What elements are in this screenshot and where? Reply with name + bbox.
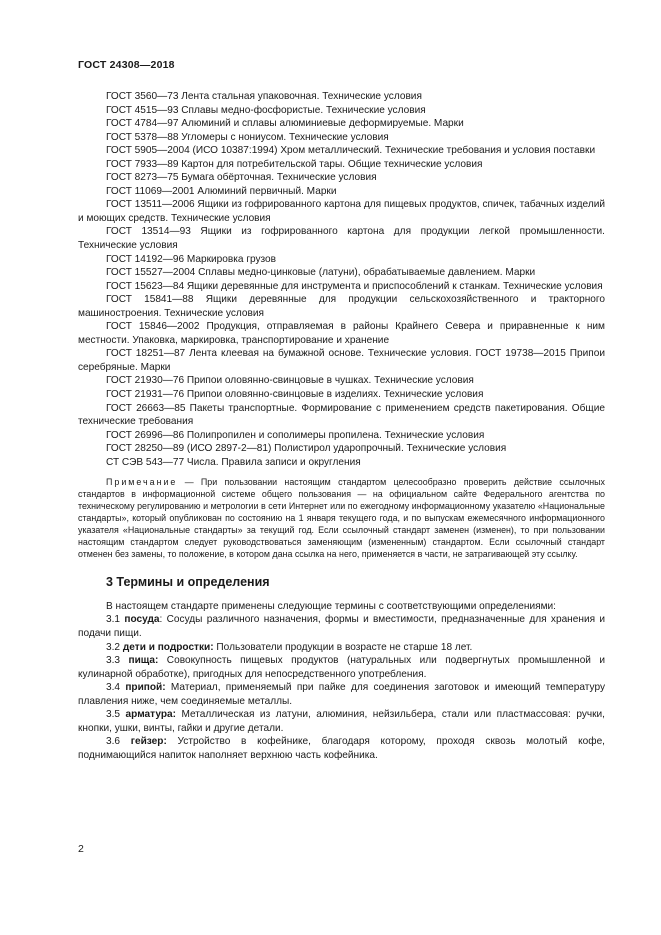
term-text: Совокупность пищевых продуктов (натуральных или подвергнутых промышленной и кулинарной обработке), пригодных для непосредственного употребления. (78, 655, 606, 680)
reference-item: ГОСТ 5905—2004 (ИСО 10387:1994) Хром металлический. Технические требования и условия поставки (106, 145, 596, 157)
reference-item: ГОСТ 4784—97 Алюминий и сплавы алюминиевые деформируемые. Марки (106, 118, 464, 130)
term-number: 3.1 (106, 614, 121, 626)
note-label: Примечание (106, 477, 178, 488)
reference-item: ГОСТ 15841—88 Ящики деревянные для продукции сельскохозяйственного и тракторного машиностроения. Технические условия (78, 294, 605, 319)
reference-item: ГОСТ 26996—86 Полипропилен и сополимеры пропилена. Технические условия (106, 429, 485, 441)
term-definition (78, 654, 605, 681)
reference-item: ГОСТ 15846—2002 Продукция, отправляемая в районы Крайнего Севера и приравненные к ним местности. Упаковка, маркировка, транспортирование и хранение (78, 321, 605, 346)
term-word: гейзер: (130, 736, 167, 748)
term-number: 3.3 (106, 655, 121, 667)
reference-item: ГОСТ 7933—89 Картон для потребительской тары. Общие технические условия (106, 158, 483, 170)
reference-item: ГОСТ 15527—2004 Сплавы медно-цинковые (латуни), обрабатываемые давлением. Марки (106, 267, 536, 279)
section-title: 3 Термины и определения (106, 575, 270, 590)
references-list (78, 90, 605, 469)
reference-item: ГОСТ 26663—85 Пакеты транспортные. Формирование с применением средств пакетирования. Общие технические требования (78, 402, 605, 428)
term-word: арматура: (125, 709, 176, 721)
page-number: 2 (78, 843, 84, 855)
term-definition (78, 681, 605, 708)
reference-item: ГОСТ 5378—88 Угломеры с нониусом. Технические условия (106, 131, 389, 143)
reference-item: ГОСТ 4515—93 Сплавы медно-фосфористые. Технические условия (106, 104, 426, 116)
note-paragraph (78, 476, 605, 560)
term-number: 3.2 (106, 641, 121, 653)
term-word: пища: (128, 655, 159, 667)
term-text: Металлическая из латуни, алюминия, нейзильбера, стали или пластмассовая: ручки, кнопки, ушки, винты, гайки и другие детали. (78, 709, 605, 734)
reference-item: ГОСТ 14192—96 Маркировка грузов (106, 253, 277, 265)
term-number: 3.4 (106, 682, 121, 694)
reference-item: ГОСТ 21930—76 Припои оловянно-свинцовые в чушках. Технические условия (106, 375, 474, 387)
page-content (78, 90, 605, 762)
term-word: дети и подростки: (122, 641, 214, 653)
page-header: ГОСТ 24308—2018 (78, 59, 175, 71)
term-number: 3.6 (106, 736, 121, 748)
term-definition (78, 735, 605, 762)
term-text: Устройство в кофейнике, благодаря которому, проходя сквозь молотый кофе, поднимающийся напиток наполняет верхнюю часть кофейника. (78, 736, 605, 761)
term-text: Материал, применяемый при пайке для соединения заготовок и имеющий температуру плавления ниже, чем соединяемые металлы. (78, 682, 605, 707)
term-word: посуда (124, 614, 160, 626)
section-intro: В настоящем стандарте применены следующие термины с соответствующими определениями: (106, 600, 556, 612)
term-word: припой: (125, 682, 166, 694)
term-definition (78, 641, 605, 655)
reference-item: ГОСТ 8273—75 Бумага обёрточная. Технические условия (106, 172, 377, 184)
reference-item: ГОСТ 21931—76 Припои оловянно-свинцовые в изделиях. Технические условия (106, 389, 484, 401)
term-definition (78, 613, 605, 640)
reference-item: ГОСТ 13514—93 Ящики из гофрированного картона для продукции легкой промышленности. Технические условия (78, 226, 605, 252)
term-text: : Сосуды различного назначения, формы и вместимости, предназначенные для хранения и подачи пищи. (78, 614, 605, 639)
term-number: 3.5 (106, 709, 121, 721)
reference-item: ГОСТ 18251—87 Лента клеевая на бумажной основе. Технические условия. ГОСТ 19738—2015 Припои серебряные. Марки (78, 348, 605, 373)
note-text: — При пользовании настоящим стандартом целесообразно проверить действие ссылочных стандартов в информационной системе общего пользования — на официальном сайте Федерального агентства по техническому регулированию и метрологии в сети Интернет или по ежегодному информационному указателю «Национальные стандарты», который опубликован по состоянию на 1 января текущего года, и по выпускам ежемесячного информационного указателя «Национальные стандарты» за текущий год. Если ссылочный стандарт заменен (изменен), то при пользовании настоящим стандартом следует руководствоваться заменяющим (измененным) стандартом. Если ссылочный стандарт отменен без замены, то положение, в котором дана ссылка на него, применяется в части, не затрагивающей эту ссылку. (78, 477, 605, 560)
term-definition (78, 708, 605, 735)
reference-item: СТ СЭВ 543—77 Числа. Правила записи и округления (106, 456, 361, 468)
reference-item: ГОСТ 13511—2006 Ящики из гофрированного картона для пищевых продуктов, спичек, табачных изделий и моющих средств. Технические условия (78, 199, 605, 224)
reference-item: ГОСТ 3560—73 Лента стальная упаковочная. Технические условия (106, 91, 422, 102)
reference-item: ГОСТ 15623—84 Ящики деревянные для инструмента и приспособлений к станкам. Технические условия (106, 280, 603, 292)
reference-item: ГОСТ 11069—2001 Алюминий первичный. Марки (106, 185, 337, 197)
reference-item: ГОСТ 28250—89 (ИСО 2897-2—81) Полистирол ударопрочный. Технические условия (106, 443, 507, 455)
term-text: Пользователи продукции в возрасте не старше 18 лет. (213, 641, 473, 653)
